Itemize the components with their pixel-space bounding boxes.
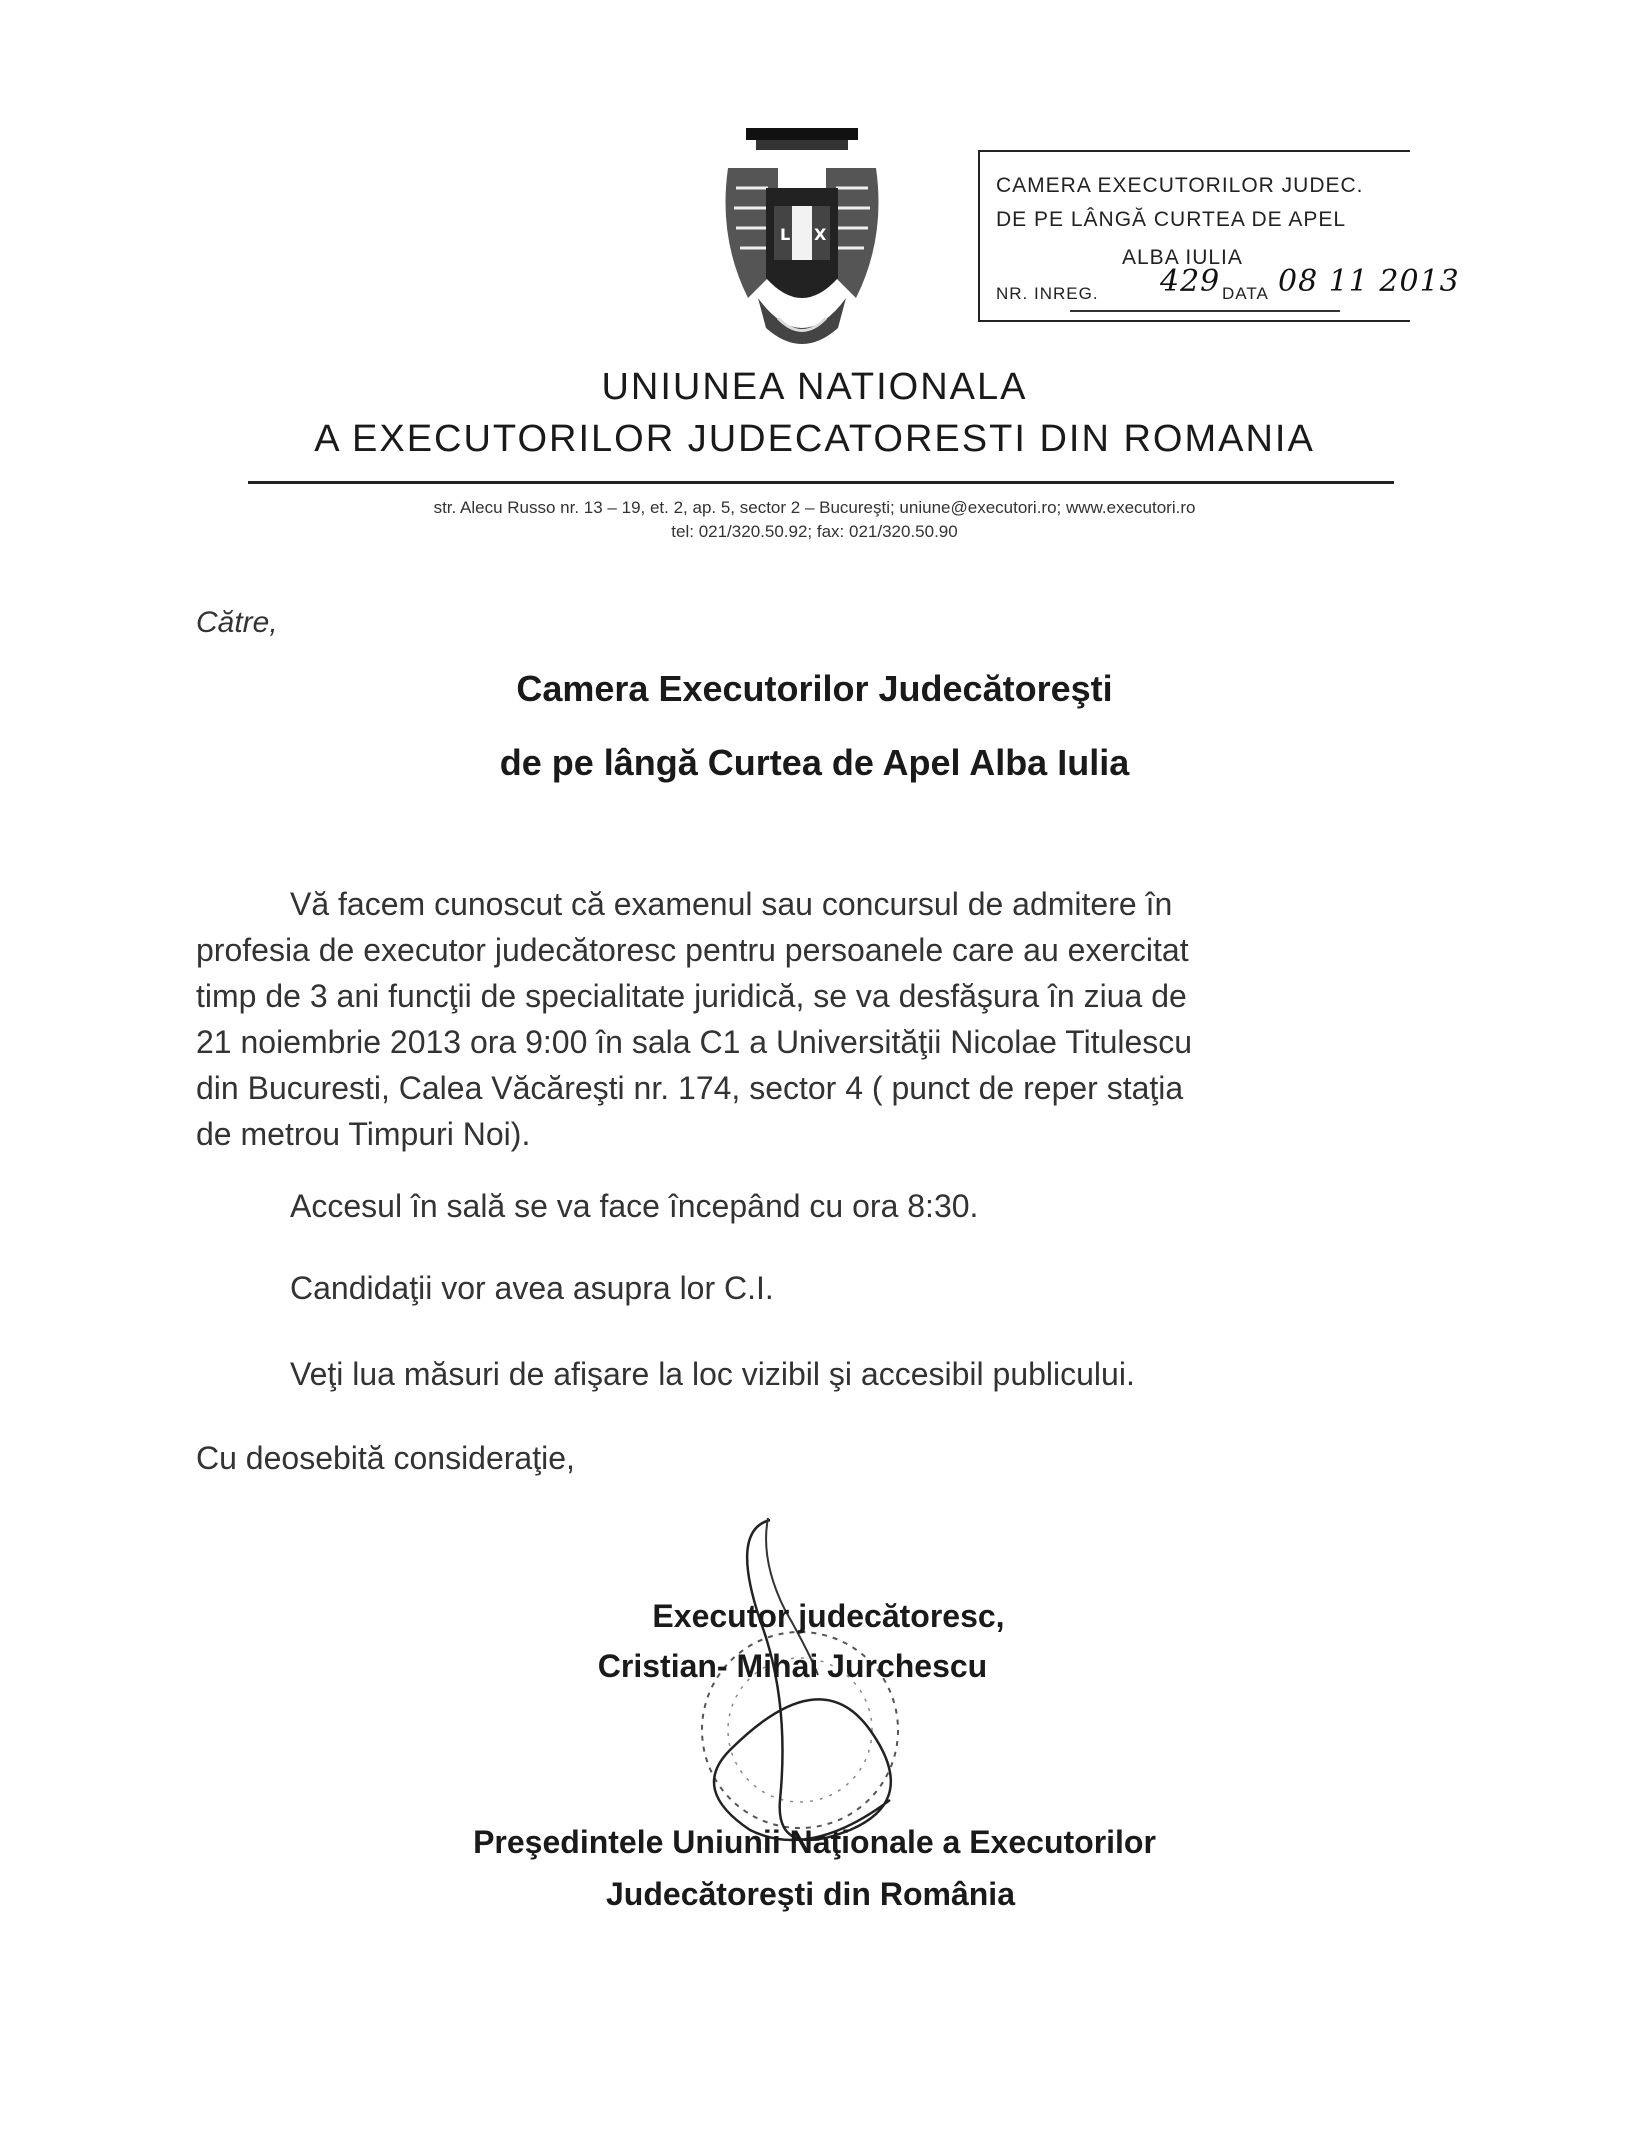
signatory-name: Cristian- Mihai Jurchescu — [597, 1648, 988, 1684]
paragraph1-line: timp de 3 ani funcţii de specialitate juridică, se va desfăşura în ziua de — [196, 978, 1187, 1014]
paragraph2: Accesul în sală se va face începând cu ora 8:30. — [290, 1188, 979, 1224]
stamp-underline — [1070, 310, 1340, 312]
paragraph1-line: 21 noiembrie 2013 ora 9:00 în sala C1 a Universităţii Nicolae Titulescu — [196, 1024, 1193, 1060]
svg-text:X: X — [814, 225, 827, 244]
stamp-nr-label: NR. INREG. — [996, 284, 1099, 303]
coat-of-arms-emblem-icon — [718, 128, 886, 358]
recipient-line1: Camera Executorilor Judecătoreşti — [516, 668, 1113, 709]
registration-stamp — [978, 150, 1460, 322]
org-name-line2: A EXECUTORILOR JUDECATORESTI DIN ROMANIA — [314, 418, 1315, 460]
header-divider — [248, 481, 1394, 484]
stamp-line1: CAMERA EXECUTORILOR JUDEC. — [996, 174, 1364, 197]
signatory-position-line1: Preşedintele Uniunii Naţionale a Executorilor — [473, 1824, 1156, 1860]
paragraph4: Veţi lua măsuri de afişare la loc vizibil şi accesibil publicului. — [290, 1356, 1135, 1392]
org-name-line1: UNIUNEA NATIONALA — [601, 366, 1028, 408]
stamp-line3: ALBA IULIA — [1122, 246, 1243, 269]
contact-address: str. Alecu Russo nr. 13 – 19, et. 2, ap. 5, sector 2 – Bucureşti; uniune@executori.ro; www.executori.ro — [433, 498, 1196, 517]
salutation: Către, — [196, 606, 278, 639]
svg-text:L: L — [780, 225, 791, 244]
signatory-position-line2: Judecătoreşti din România — [606, 1876, 1015, 1912]
stamp-line2: DE PE LÂNGĂ CURTEA DE APEL — [996, 208, 1347, 231]
recipient-line2: de pe lângă Curtea de Apel Alba Iulia — [499, 742, 1130, 783]
paragraph1-line: Vă facem cunoscut că examenul sau concursul de admitere în — [290, 886, 1173, 922]
signatory-title: Executor judecătoresc, — [652, 1598, 1005, 1634]
handwritten-signature-and-seal-icon — [690, 1500, 990, 2000]
paragraph3: Candidaţii vor avea asupra lor C.I. — [290, 1270, 774, 1306]
paragraph1-line: din Bucuresti, Calea Văcăreşti nr. 174, sector 4 ( punct de reper staţia — [196, 1070, 1184, 1106]
contact-phone: tel: 021/320.50.92; fax: 021/320.50.90 — [671, 522, 958, 541]
closing: Cu deosebită consideraţie, — [196, 1440, 575, 1476]
paragraph1-line: de metrou Timpuri Noi). — [196, 1116, 531, 1152]
stamp-date-label: DATA — [1222, 284, 1269, 303]
paragraph1-line: profesia de executor judecătoresc pentru persoanele care au exercitat — [196, 932, 1189, 968]
stamp-nr-value: 429 — [1160, 264, 1221, 299]
stamp-date-value: 08 11 2013 — [1278, 264, 1460, 299]
